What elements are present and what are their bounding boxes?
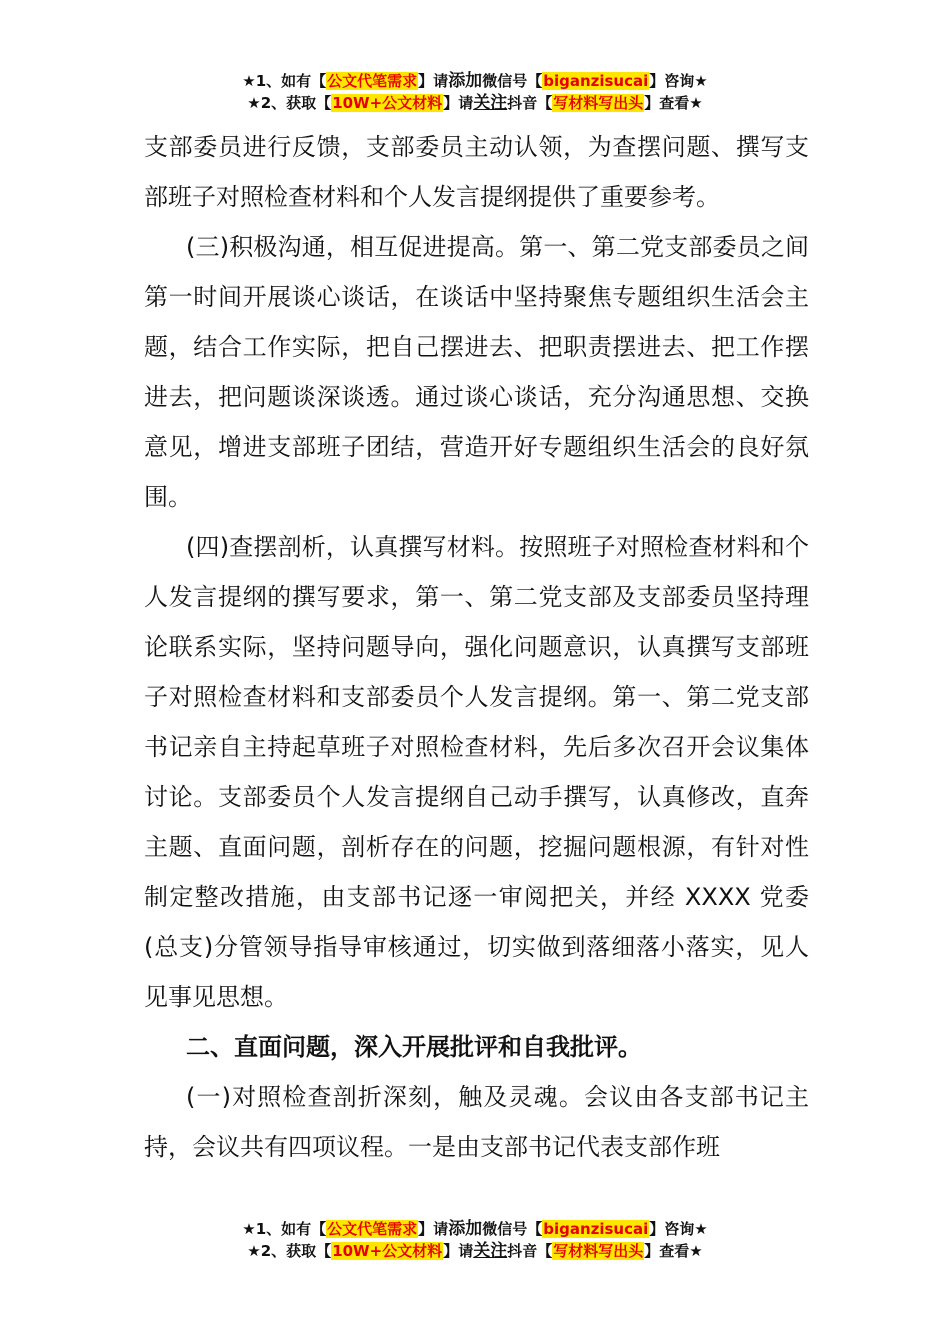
promo-text: ★2、获取【 xyxy=(247,1242,332,1260)
promo-text-follow: 关注 xyxy=(473,1241,508,1261)
highlight-wechat-id: biganzisucai xyxy=(543,1220,649,1238)
highlight-douyin-account: 写材料写出头 xyxy=(553,1242,644,1260)
promo-text-add: 添加 xyxy=(448,1219,483,1239)
promo-text-add: 添加 xyxy=(448,71,483,91)
promo-line-2 xyxy=(0,92,950,114)
promo-text: 抖音【 xyxy=(507,1242,553,1260)
highlight-materials: 10W+公文材料 xyxy=(332,94,443,112)
promo-text: 】咨询★ xyxy=(649,1220,708,1238)
promo-text: ★1、如有【 xyxy=(242,72,327,90)
promo-text: 】请 xyxy=(443,94,474,112)
paragraph: 支部委员进行反馈，支部委员主动认领，为查摆问题、撰写支部班子对照检查材料和个人发言提纲提供了重要参考。 xyxy=(144,133,809,211)
promo-text-follow: 关注 xyxy=(473,93,508,113)
highlight-douyin-account: 写材料写出头 xyxy=(553,94,644,112)
highlight-materials: 10W+公文材料 xyxy=(332,1242,443,1260)
promo-text: 】查看★ xyxy=(644,94,703,112)
promo-banner-top xyxy=(0,70,950,114)
promo-line-2 xyxy=(0,1240,950,1262)
paragraph: (三)积极沟通，相互促进提高。第一、第二党支部委员之间第一时间开展谈心谈话，在谈话中坚持聚焦专题组织生活会主题，结合工作实际，把自己摆进去、把职责摆进去、把工作摆进去，把问题谈深谈透。通过谈心谈话，充分沟通思想、交换意见，增进支部班子团结，营造开好专题组织生活会的良好氛围。 xyxy=(144,233,809,511)
document-body xyxy=(144,122,809,1172)
section-heading: 二、直面问题，深入开展批评和自我批评。 xyxy=(186,1033,642,1061)
promo-text: 抖音【 xyxy=(507,94,553,112)
promo-text: ★2、获取【 xyxy=(247,94,332,112)
promo-text: ★1、如有【 xyxy=(242,1220,327,1238)
promo-text: 微信号【 xyxy=(482,72,543,90)
paragraph: (一)对照检查剖折深刻，触及灵魂。会议由各支部书记主持，会议共有四项议程。一是由支部书记代表支部作班 xyxy=(144,1083,809,1161)
promo-line-1 xyxy=(0,70,950,92)
promo-text: 】请 xyxy=(443,1242,474,1260)
promo-line-1 xyxy=(0,1218,950,1240)
highlight-service: 公文代笔需求 xyxy=(327,72,418,90)
promo-text: 】咨询★ xyxy=(649,72,708,90)
paragraph: (四)查摆剖析，认真撰写材料。按照班子对照检查材料和个人发言提纲的撰写要求，第一、第二党支部及支部委员坚持理论联系实际，坚持问题导向，强化问题意识，认真撰写支部班子对照检查材料和支部委员个人发言提纲。第一、第二党支部书记亲自主持起草班子对照检查材料，先后多次召开会议集体讨论。支部委员个人发言提纲自己动手撰写，认真修改，直奔主题、直面问题，剖析存在的问题，挖掘问题根源，有针对性制定整改措施，由支部书记逐一审阅把关，并经 XXXX 党委(总支)分管领导指导审核通过，切实做到落细落小落实，见人见事见思想。 xyxy=(144,533,809,1011)
highlight-service: 公文代笔需求 xyxy=(327,1220,418,1238)
promo-text: 微信号【 xyxy=(482,1220,543,1238)
promo-banner-bottom xyxy=(0,1218,950,1262)
promo-text: 】请 xyxy=(418,1220,449,1238)
promo-text: 】请 xyxy=(418,72,449,90)
highlight-wechat-id: biganzisucai xyxy=(543,72,649,90)
promo-text: 】查看★ xyxy=(644,1242,703,1260)
